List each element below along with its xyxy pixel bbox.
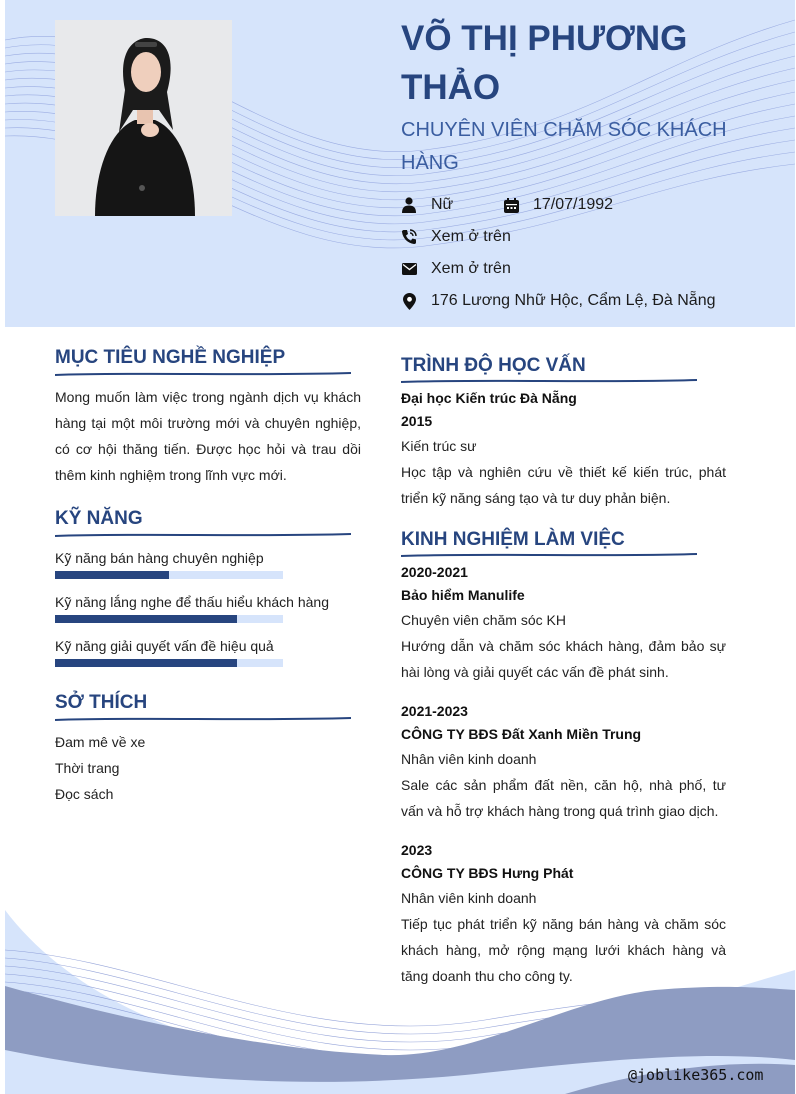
brand-watermark: @joblike365.com (628, 1066, 764, 1084)
experience-position: Nhân viên kinh doanh (401, 751, 537, 767)
experience-period: 2021-2023 (401, 703, 468, 719)
skill-bar (55, 571, 283, 579)
objective-title: MỤC TIÊU NGHỀ NGHIỆP (55, 347, 286, 368)
address-value: 176 Lương Nhữ Hộc, Cẩm Lệ, Đà Nẵng (431, 292, 716, 309)
skill-bar-fill (55, 659, 237, 667)
experience-company: CÔNG TY BĐS Đất Xanh Miền Trung (401, 726, 642, 742)
calendar-icon (503, 196, 519, 214)
objective-underline (55, 370, 351, 378)
skill-label: Kỹ năng bán hàng chuyên nghiệp (55, 550, 264, 566)
hobby-item: Đọc sách (55, 786, 114, 802)
phone-value: Xem ở trên (431, 228, 511, 245)
gender-value: Nữ (431, 196, 454, 213)
experience-description: Tiếp tục phát triển kỹ năng bán hàng và chăm sóc khách hàng, mở rộng mạng lưới khách hàng và tăng doanh thu cho công ty. (401, 916, 726, 984)
experience-position: Nhân viên kinh doanh (401, 890, 537, 906)
cv-page (5, 0, 795, 1094)
candidate-name: VÕ THỊ PHƯƠNG THẢO (401, 19, 688, 107)
experience-period: 2020-2021 (401, 564, 468, 580)
education-description: Học tập và nghiên cứu về thiết kế kiến trúc, phát triển kỹ năng sáng tạo và tư duy phản biện. (401, 464, 726, 506)
hobbies-title: SỞ THÍCH (55, 692, 148, 713)
birthdate-row (503, 193, 613, 217)
experience-company: CÔNG TY BĐS Hưng Phát (401, 865, 574, 881)
experience-company: Bảo hiểm Manulife (401, 587, 525, 603)
education-school: Đại học Kiến trúc Đà Nẵng (401, 390, 577, 406)
experience-title: KINH NGHIỆM LÀM VIỆC (401, 529, 625, 550)
phone-row (401, 225, 511, 249)
email-value: Xem ở trên (431, 260, 511, 277)
skill-bar (55, 615, 283, 623)
education-degree: Kiến trúc sư (401, 438, 477, 454)
skills-underline (55, 531, 351, 539)
experience-description: Hướng dẫn và chăm sóc khách hàng, đảm bảo sự hài lòng và giải quyết các vấn đề phát sinh. (401, 638, 726, 680)
skill-label: Kỹ năng giải quyết vấn đề hiệu quả (55, 638, 274, 654)
hobby-item: Đam mê về xe (55, 734, 146, 750)
education-title: TRÌNH ĐỘ HỌC VẤN (401, 355, 586, 376)
envelope-icon (401, 260, 417, 278)
experience-position: Chuyên viên chăm sóc KH (401, 612, 566, 628)
cv-header (5, 0, 795, 327)
education-year: 2015 (401, 413, 433, 429)
address-row (401, 289, 716, 313)
experience-description: Sale các sản phẩm đất nền, căn hộ, nhà phố, tư vấn và hỗ trợ khách hàng trong quá trình giao dịch. (401, 777, 726, 819)
education-underline (401, 377, 697, 385)
skill-label: Kỹ năng lắng nghe để thấu hiểu khách hàng (55, 594, 330, 610)
hobby-item: Thời trang (55, 760, 120, 776)
email-row (401, 257, 511, 281)
profile-photo (55, 20, 232, 216)
experience-underline (401, 551, 697, 559)
birthdate-value: 17/07/1992 (533, 196, 614, 213)
user-icon (401, 196, 417, 214)
hobbies-underline (55, 715, 351, 723)
gender-row (401, 193, 453, 217)
skill-bar-fill (55, 615, 237, 623)
job-title: CHUYÊN VIÊN CHĂM SÓC KHÁCH HÀNG (401, 119, 727, 174)
skills-title: KỸ NĂNG (55, 508, 143, 529)
skill-bar (55, 659, 283, 667)
skill-bar-fill (55, 571, 169, 579)
location-pin-icon (401, 292, 417, 310)
experience-period: 2023 (401, 842, 433, 858)
phone-icon (401, 228, 417, 246)
objective-text: Mong muốn làm việc trong ngành dịch vụ khách hàng tại một môi trường mới và chuyên nghiệp, có cơ hội thăng tiến. Được học hỏi và trau dồi thêm kinh nghiệm trong lĩnh vực mới. (55, 389, 361, 483)
